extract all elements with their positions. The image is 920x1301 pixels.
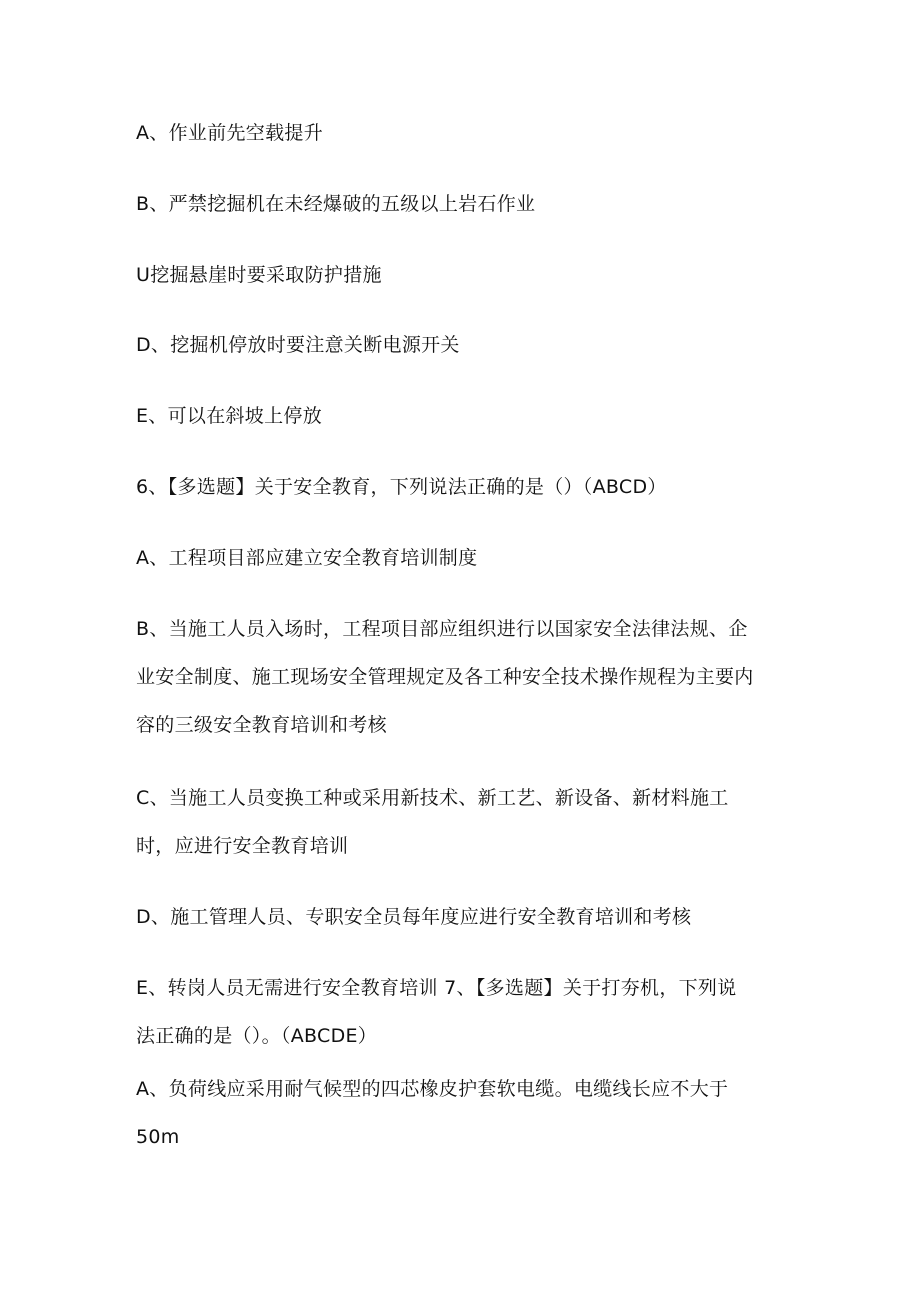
option-a-q6: A、工程项目部应建立安全教育培训制度	[136, 547, 478, 569]
question-6: 6、【多选题】关于安全教育，下列说法正确的是（）（ABCD）	[136, 476, 667, 498]
option-a-q7-line2: 50m	[136, 1126, 180, 1148]
option-c-q5: U挖掘悬崖时要采取防护措施	[136, 264, 382, 286]
option-c-q6-line2: 时，应进行安全教育培训	[136, 835, 349, 857]
option-e-q5: E、可以在斜坡上停放	[136, 405, 323, 427]
option-e-q6-and-question-7: E、转岗人员无需进行安全教育培训 7、【多选题】关于打夯机，下列说	[136, 977, 737, 999]
option-d-q6: D、施工管理人员、专职安全员每年度应进行安全教育培训和考核	[136, 906, 692, 928]
option-b-q5: B、严禁挖掘机在未经爆破的五级以上岩石作业	[136, 193, 536, 215]
option-c-q6-line1: C、当施工人员变换工种或采用新技术、新工艺、新设备、新材料施工	[136, 787, 729, 809]
option-a-q5: A、作业前先空载提升	[136, 122, 323, 144]
option-b-q6-line2: 业安全制度、施工现场安全管理规定及各工种安全技术操作规程为主要内	[136, 666, 754, 688]
option-b-q6-line3: 容的三级安全教育培训和考核	[136, 714, 387, 736]
option-a-q7-line1: A、负荷线应采用耐气候型的四芯橡皮护套软电缆。电缆线长应不大于	[136, 1078, 729, 1100]
question-7-line2: 法正确的是（）。（ABCDE）	[136, 1025, 378, 1047]
option-d-q5: D、挖掘机停放时要注意关断电源开关	[136, 334, 460, 356]
option-b-q6-line1: B、当施工人员入场时，工程项目部应组织进行以国家安全法律法规、企	[136, 618, 748, 640]
